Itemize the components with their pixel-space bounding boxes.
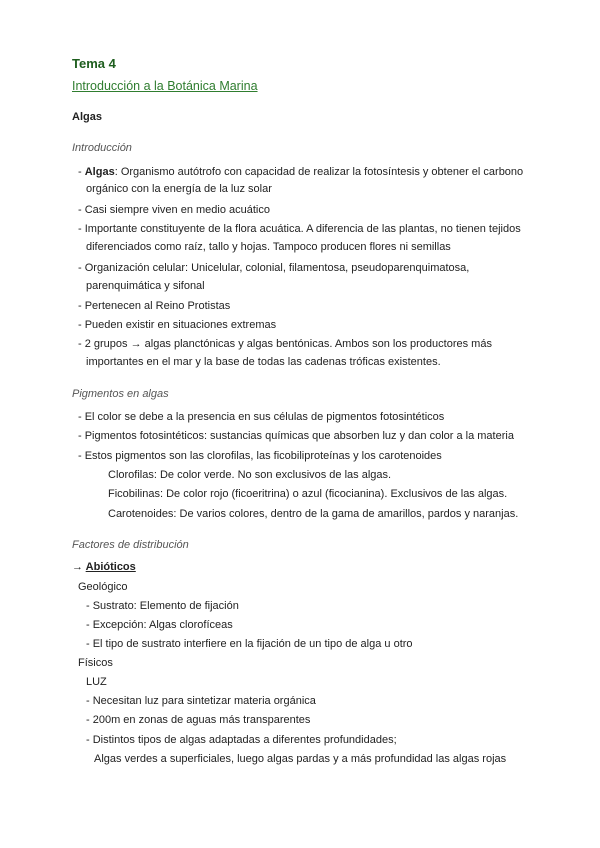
- pigmentos-item-1: - El color se debe a la presencia en sus células de pigmentos fotosintéticos: [78, 411, 445, 423]
- intro-item-4-cont: parenquimática y sifonal: [86, 280, 205, 292]
- intro-item-1: - Algas: Organismo autótrofo con capacidad de realizar la fotosíntesis y obtener el carbono: [78, 166, 524, 178]
- intro-item-5: - Pertenecen al Reino Protistas: [78, 300, 231, 312]
- intro-item-4: - Organización celular: Unicelular, colonial, filamentosa, pseudoparenquimatosa,: [78, 262, 470, 274]
- geologico-title: Geológico: [78, 581, 128, 593]
- factores-heading: Factores de distribución: [72, 539, 189, 551]
- pigmentos-sub-clorofilas: Clorofilas: De color verde. No son exclusivos de las algas.: [108, 469, 392, 481]
- abioticos-heading: [72, 560, 136, 574]
- pigmentos-sub-ficobilinas: Ficobilinas: De color rojo (ficoeritrina) o azul (ficocianina). Exclusivos de las algas.: [108, 488, 508, 500]
- intro-item-7-cont: importantes en el mar y la base de todas las cadenas tróficas existentes.: [86, 356, 441, 368]
- pigmentos-item-2: - Pigmentos fotosintéticos: sustancias químicas que absorben luz y dan color a la materia: [78, 430, 514, 442]
- fisicos-item-2: - 200m en zonas de aguas más transparentes: [86, 714, 311, 726]
- intro-item-1-cont: orgánico con la energía de la luz solar: [86, 183, 272, 195]
- pigmentos-heading: Pigmentos en algas: [72, 388, 169, 400]
- intro-item-1-rest: : Organismo autótrofo con capacidad de realizar la fotosíntesis y obtener el carbono: [114, 166, 524, 178]
- fisicos-title: Físicos: [78, 657, 113, 669]
- geologico-item-3: - El tipo de sustrato interfiere en la fijación de un tipo de alga u otro: [86, 638, 413, 650]
- intro-item-2: - Casi siempre viven en medio acuático: [78, 204, 270, 216]
- abioticos-label: Abióticos: [85, 561, 136, 573]
- intro-item-7: - 2 grupos → algas planctónicas y algas bentónicas. Ambos son los productores más: [78, 338, 492, 350]
- arrow-icon: →: [72, 561, 86, 573]
- geologico-item-2: - Excepción: Algas clorofíceas: [86, 619, 233, 631]
- fisicos-item-3-cont: Algas verdes a superficiales, luego algas pardas y a más profundidad las algas rojas: [94, 753, 507, 765]
- fisicos-item-3: - Distintos tipos de algas adaptadas a diferentes profundidades;: [86, 734, 397, 746]
- intro-item-3-cont: diferenciados como raíz, tallo y hojas. Tampoco producen flores ni semillas: [86, 241, 451, 253]
- fisicos-item-1: - Necesitan luz para sintetizar materia orgánica: [86, 695, 316, 707]
- pigmentos-item-3: - Estos pigmentos son las clorofilas, las ficobiliproteínas y los carotenoides: [78, 450, 442, 462]
- intro-item-6: - Pueden existir en situaciones extremas: [78, 319, 277, 331]
- page-subtitle: Introducción a la Botánica Marina: [72, 79, 258, 93]
- geologico-item-1: - Sustrato: Elemento de fijación: [86, 600, 239, 612]
- intro-item-3: - Importante constituyente de la flora acuática. A diferencia de las plantas, no tienen tejidos: [78, 223, 521, 235]
- introduccion-heading: Introducción: [72, 142, 132, 154]
- pigmentos-sub-carotenoides: Carotenoides: De varios colores, dentro de la gama de amarillos, pardos y naranjas.: [108, 508, 519, 520]
- fisicos-luz: LUZ: [86, 676, 107, 688]
- intro-item-1-bold: Algas: [84, 166, 115, 178]
- section-title: Algas: [72, 111, 102, 123]
- page-tema: Tema 4: [72, 56, 116, 71]
